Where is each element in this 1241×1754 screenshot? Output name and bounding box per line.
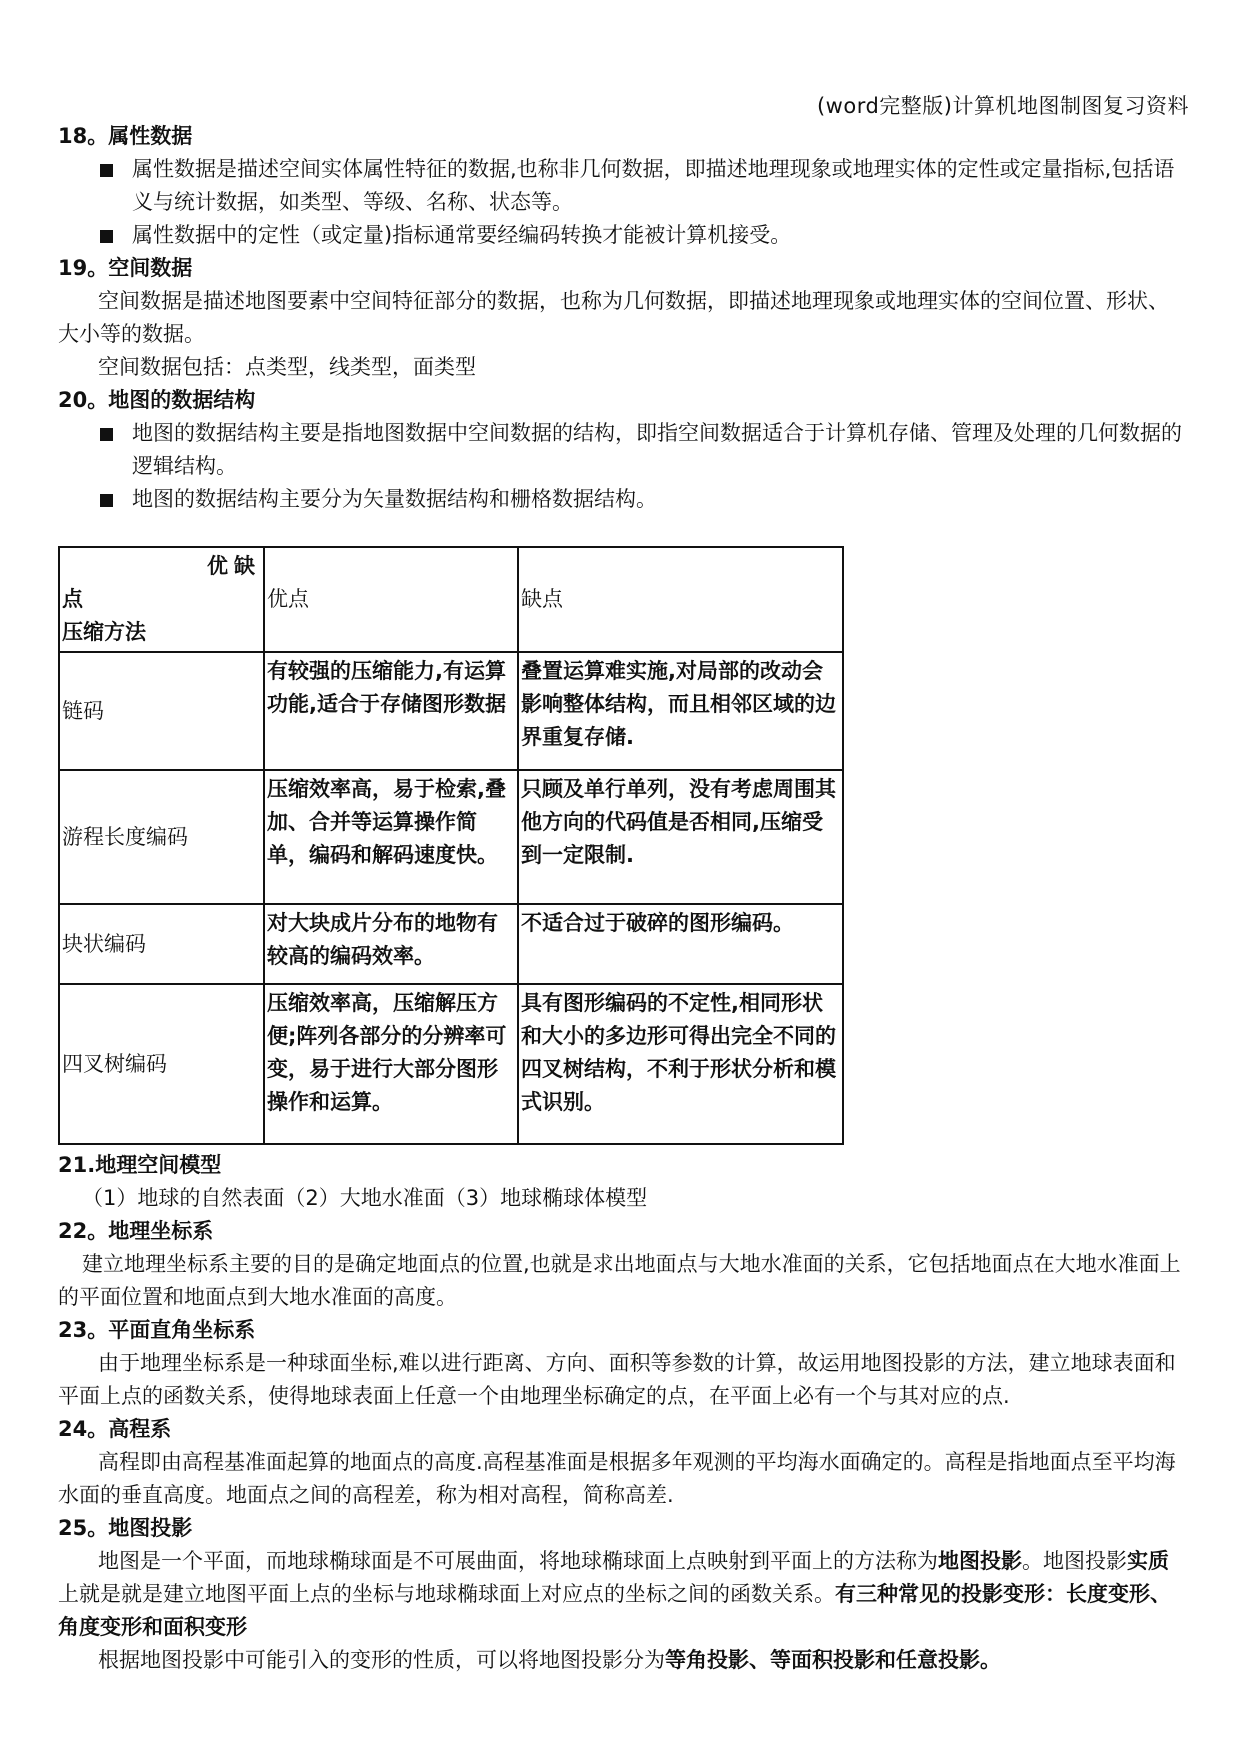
section-23-title: 23。平面直角坐标系 [58, 1318, 256, 1342]
bullet-item [58, 483, 1188, 516]
table-row [59, 652, 843, 770]
method-cell: 块状编码 [59, 904, 264, 984]
paragraph: 高程即由高程基准面起算的地面点的高度.高程基准面是根据多年观测的平均海水面确定的。高程是指地面点至平均海水面的垂直高度。地面点之间的高程差，称为相对高程，简称高差. [58, 1450, 1176, 1507]
diagonal-header-cell [59, 547, 264, 652]
paragraph: （1）地球的自然表面（2）大地水准面（3）地球椭球体模型 [82, 1186, 648, 1210]
pros-cell: 对大块成片分布的地物有较高的编码效率。 [264, 904, 518, 984]
section-18-title: 18。属性数据 [58, 124, 193, 148]
cons-cell: 叠置运算难实施,对局部的改动会影响整体结构，而且相邻区域的边界重复存储. [518, 652, 843, 770]
bullet-text: 地图的数据结构主要是指地图数据中空间数据的结构，即指空间数据适合于计算机存储、管理及处理的几何数据的逻辑结构。 [132, 421, 1182, 478]
method-cell: 游程长度编码 [59, 770, 264, 904]
paragraph: 空间数据包括：点类型，线类型，面类型 [98, 355, 476, 379]
text-run: 地图是一个平面，而地球椭球面是不可展曲面，将地球椭球面上点映射到平面上的方法称为 [98, 1549, 938, 1573]
pros-cell: 压缩效率高，压缩解压方便;阵列各部分的分辨率可变，易于进行大部分图形操作和运算。 [264, 984, 518, 1144]
header-method: 压缩方法 [62, 620, 146, 644]
square-bullet-icon [100, 428, 113, 441]
paragraph: 空间数据是描述地图要素中空间特征部分的数据，也称为几何数据，即描述地理现象或地理实体的空间位置、形状、大小等的数据。 [58, 289, 1169, 346]
section-19-title: 19。空间数据 [58, 256, 193, 280]
bold-term: 实质 [1127, 1549, 1169, 1573]
paragraph: 由于地理坐标系是一种球面坐标,难以进行距离、方向、面积等参数的计算，故运用地图投影的方法，建立地球表面和平面上点的函数关系，使得地球表面上任意一个由地理坐标确定的点，在平面上必有一个与其对应的点. [58, 1351, 1176, 1408]
bullet-text: 属性数据是描述空间实体属性特征的数据,也称非几何数据，即描述地理现象或地理实体的定性或定量指标,包括语义与统计数据，如类型、等级、名称、状态等。 [132, 157, 1175, 214]
cons-cell: 具有图形编码的不定性,相同形状和大小的多边形可得出完全不同的四叉树结构，不利于形状分析和模式识别。 [518, 984, 843, 1144]
header-pros-cons: 优缺 [207, 554, 261, 578]
page-header: (word完整版)计算机地图制图复习资料 [816, 94, 1189, 118]
section-22-title: 22。地理坐标系 [58, 1219, 214, 1243]
table-row [59, 770, 843, 904]
bold-term: 地图投影 [938, 1549, 1022, 1573]
method-cell: 链码 [59, 652, 264, 770]
square-bullet-icon [100, 164, 113, 177]
text-run: 根据地图投影中可能引入的变形的性质，可以将地图投影分为 [98, 1648, 665, 1672]
header-cons-cell: 缺点 [518, 547, 843, 652]
bold-term: 等角投影、等面积投影和任意投影。 [665, 1648, 1001, 1672]
section-25-title: 25。地图投影 [58, 1516, 193, 1540]
section-20-title: 20。地图的数据结构 [58, 388, 256, 412]
square-bullet-icon [100, 230, 113, 243]
header-pros-cell: 优点 [264, 547, 518, 652]
bullet-item [58, 417, 1188, 483]
pros-cell: 有较强的压缩能力,有运算功能,适合于存储图形数据 [264, 652, 518, 770]
table-header-row [59, 547, 843, 652]
pros-cell: 压缩效率高，易于检索,叠加、合并等运算操作简单，编码和解码速度快。 [264, 770, 518, 904]
header-point: 点 [62, 587, 83, 611]
text-run: 。地图投影 [1022, 1549, 1127, 1573]
method-cell: 四叉树编码 [59, 984, 264, 1144]
bold-term: 有三种常见的投影变形：长度变形、角度变形和面积变形 [58, 1582, 1171, 1639]
table-row [59, 904, 843, 984]
cons-cell: 不适合过于破碎的图形编码。 [518, 904, 843, 984]
paragraph: 建立地理坐标系主要的目的是确定地面点的位置,也就是求出地面点与大地水准面的关系，它包括地面点在大地水准面上的平面位置和地面点到大地水准面的高度。 [58, 1252, 1181, 1309]
paragraph [58, 1644, 1188, 1677]
square-bullet-icon [100, 494, 113, 507]
section-21-title: 21.地理空间模型 [58, 1153, 222, 1177]
bullet-item [58, 219, 1188, 252]
document-body [58, 120, 1188, 1677]
bullet-text: 属性数据中的定性（或定量)指标通常要经编码转换才能被计算机接受。 [132, 223, 792, 247]
paragraph [58, 1545, 1188, 1644]
bullet-text: 地图的数据结构主要分为矢量数据结构和栅格数据结构。 [132, 487, 657, 511]
bullet-item [58, 153, 1188, 219]
table-row [59, 984, 843, 1144]
section-24-title: 24。高程系 [58, 1417, 172, 1441]
cons-cell: 只顾及单行单列，没有考虑周围其他方向的代码值是否相同,压缩受到一定限制. [518, 770, 843, 904]
text-run: 上就是就是建立地图平面上点的坐标与地球椭球面上对应点的坐标之间的函数关系。 [58, 1582, 835, 1606]
compression-methods-table [58, 546, 844, 1145]
